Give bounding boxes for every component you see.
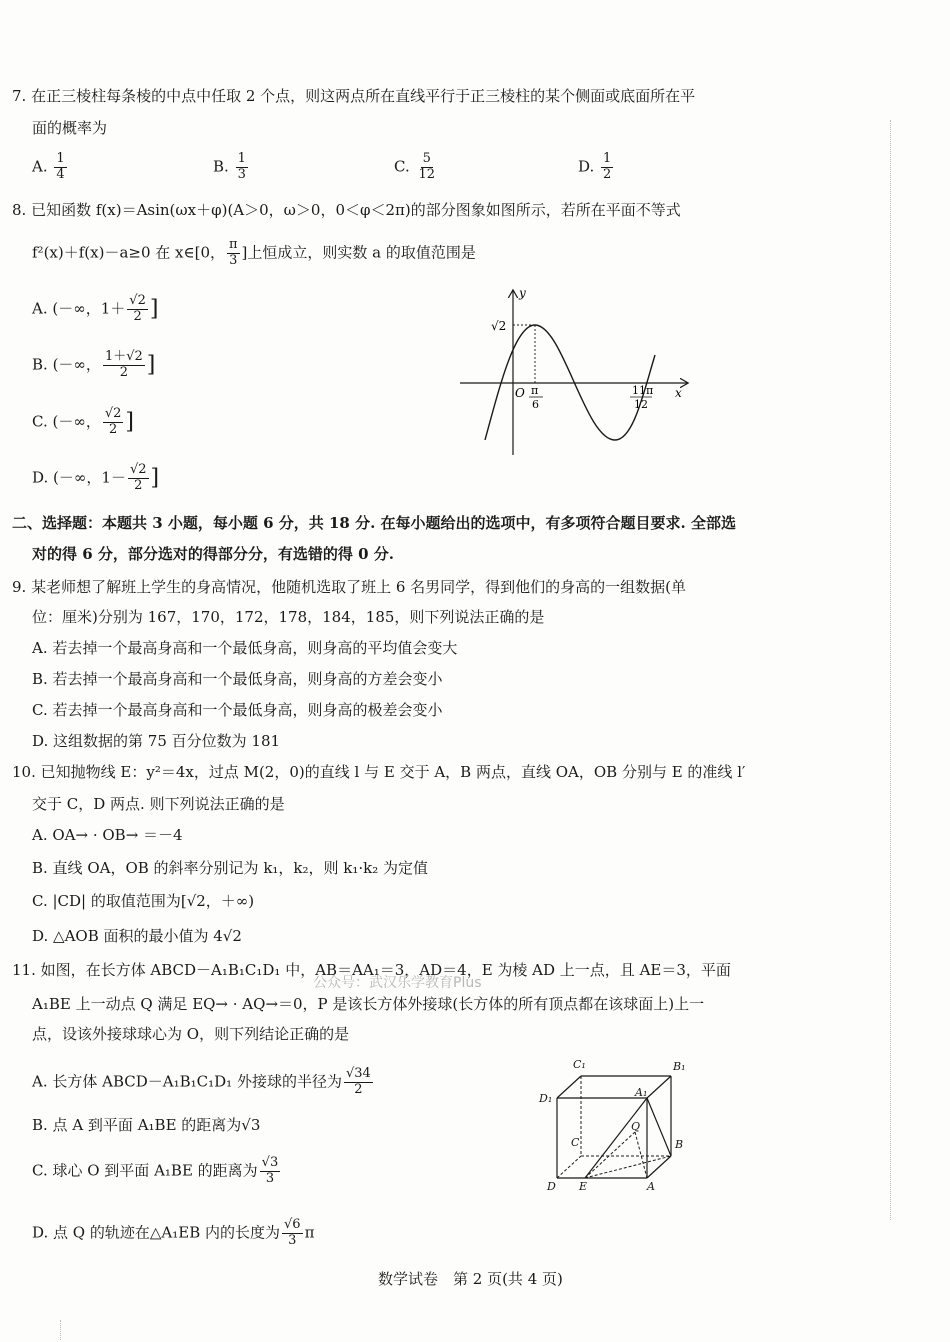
scan-edge bbox=[890, 120, 891, 1220]
watermark: 公众号：武汉乐学教育Plus bbox=[313, 975, 482, 991]
label-B: B bbox=[675, 1138, 684, 1151]
q10-option-b[interactable]: B. 直线 OA，OB 的斜率分别记为 k₁，k₂，则 k₁·k₂ 为定值 bbox=[32, 859, 429, 877]
x1-den: 6 bbox=[532, 398, 539, 411]
q8-option-a[interactable]: A. (－∞，1＋ $\frac{√2}{2}$ ] bbox=[32, 293, 159, 324]
q11-option-a[interactable]: A. 长方体 ABCD－A₁B₁C₁D₁ 外接球的半径为 $\frac{√34}{2}$ bbox=[32, 1066, 371, 1097]
q9-option-c[interactable]: C. 若去掉一个最高身高和一个最低身高，则身高的极差会变小 bbox=[32, 701, 443, 719]
label-B1: B₁ bbox=[673, 1060, 686, 1073]
q9-option-b[interactable]: B. 若去掉一个最高身高和一个最低身高，则身高的方差会变小 bbox=[32, 670, 443, 688]
origin-label: O bbox=[515, 386, 525, 400]
q9-line1: 9. 某老师想了解班上学生的身高情况，他随机选取了班上 6 名男同学，得到他们的身高的一组数据(单 bbox=[12, 578, 687, 596]
label-D: D bbox=[547, 1180, 556, 1193]
label-C1: C₁ bbox=[573, 1058, 586, 1071]
q8-line2: f²(x)＋f(x)－a≥0 在 x∈[0， $\frac{\pi}{3}$ ]上恒成立，则实数 a 的取值范围是 bbox=[32, 237, 476, 268]
label-D1: D₁ bbox=[539, 1092, 553, 1105]
q11-option-c[interactable]: C. 球心 O 到平面 A₁BE 的距离为 $\frac{√3}{3}$ bbox=[32, 1155, 279, 1186]
q7-option-d[interactable]: D. $\frac{1}{2}$ bbox=[578, 151, 612, 182]
q8-option-d[interactable]: D. (－∞，1－ $\frac{√2}{2}$ ] bbox=[32, 462, 160, 493]
label-A1: A₁ bbox=[635, 1086, 648, 1099]
y-axis-label: y bbox=[519, 286, 526, 300]
label-Q: Q bbox=[631, 1120, 641, 1133]
q10-line2: 交于 C，D 两点. 则下列说法正确的是 bbox=[32, 795, 285, 813]
cuboid-figure bbox=[535, 1050, 705, 1195]
q10-line1: 10. 已知抛物线 E：y²＝4x，过点 M(2，0)的直线 l 与 E 交于 A，B 两点，直线 OA，OB 分别与 E 的准线 l′ bbox=[12, 763, 746, 781]
label-A: A bbox=[647, 1180, 655, 1193]
edge-D1C1 bbox=[557, 1076, 581, 1098]
label-C: C bbox=[571, 1136, 580, 1149]
section2-line2: 对的得 6 分，部分选对的得部分分，有选错的得 0 分. bbox=[32, 545, 394, 563]
section2-line1: 二、选择题：本题共 3 小题，每小题 6 分，共 18 分. 在每小题给出的选项中，有多项符合题目要求. 全部选 bbox=[12, 514, 736, 532]
edge-EB-hidden bbox=[585, 1156, 671, 1178]
q7-line2: 面的概率为 bbox=[32, 119, 108, 137]
x2-den: 12 bbox=[634, 398, 648, 411]
q7-option-c[interactable]: C. $\frac{5}{12}$ bbox=[394, 151, 436, 182]
q10-option-c[interactable]: C. |CD| 的取值范围为[√2，＋∞) bbox=[32, 892, 255, 910]
q11-option-d[interactable]: D. 点 Q 的轨迹在△A₁EB 内的长度为 $\frac{√6}{3}$ π bbox=[32, 1217, 315, 1248]
q9-line2: 位：厘米)分别为 167，170，172，178，184，185，则下列说法正确的是 bbox=[32, 608, 545, 626]
edge-A1B bbox=[647, 1098, 671, 1156]
q8-option-b[interactable]: B. (－∞， $\frac{1+√2}{2}$ ] bbox=[32, 349, 156, 380]
scan-edge bbox=[60, 1320, 61, 1340]
edge-A1B1 bbox=[647, 1076, 671, 1098]
q10-option-a[interactable]: A. OA→ · OB→ ＝－4 bbox=[32, 826, 183, 844]
q11-line1: 11. 如图，在长方体 ABCD－A₁B₁C₁D₁ 中，AB＝AA₁＝3，AD＝4，E 为棱 AD 上一点，且 AE＝3，平面 bbox=[12, 961, 731, 979]
q11-option-b[interactable]: B. 点 A 到平面 A₁BE 的距离为√3 bbox=[32, 1116, 261, 1134]
page-footer: 数学试卷 第 2 页(共 4 页) bbox=[378, 1270, 563, 1288]
q7-option-b[interactable]: B. $\frac{1}{3}$ bbox=[213, 151, 246, 182]
q9-option-d[interactable]: D. 这组数据的第 75 百分位数为 181 bbox=[32, 732, 281, 750]
sine-graph bbox=[455, 285, 695, 460]
q9-option-a[interactable]: A. 若去掉一个最高身高和一个最低身高，则身高的平均值会变大 bbox=[32, 639, 458, 657]
q11-line2: A₁BE 上一动点 Q 满足 EQ→ · AQ→＝0，P 是该长方体外接球(长方体的所有顶点都在该球面上)上一 bbox=[32, 995, 705, 1013]
q7-option-a[interactable]: A. $\frac{1}{4}$ bbox=[32, 151, 65, 182]
edge-DC-hidden bbox=[557, 1156, 581, 1178]
q7-line1: 7. 在正三棱柱每条棱的中点中任取 2 个点，则这两点所在直线平行于正三棱柱的某个侧面或底面所在平 bbox=[12, 87, 696, 105]
label-E: E bbox=[579, 1180, 588, 1193]
peak-label: √2 bbox=[491, 319, 507, 333]
x-axis-label: x bbox=[675, 386, 682, 400]
q8-option-c[interactable]: C. (－∞， $\frac{√2}{2}$ ] bbox=[32, 406, 135, 437]
edge-EA1 bbox=[585, 1098, 647, 1178]
q8-line1: 8. 已知函数 f(x)＝Asin(ωx＋φ)(A＞0，ω＞0，0＜φ＜2π)的部分图象如图所示，若所在平面不等式 bbox=[12, 201, 681, 219]
q11-line3: 点，设该外接球球心为 O，则下列结论正确的是 bbox=[32, 1025, 350, 1043]
segment-QA-hidden bbox=[635, 1132, 647, 1178]
q10-option-d[interactable]: D. △AOB 面积的最小值为 4√2 bbox=[32, 927, 242, 945]
x1-num: π bbox=[531, 384, 539, 397]
x2-num: 11π bbox=[632, 384, 654, 397]
